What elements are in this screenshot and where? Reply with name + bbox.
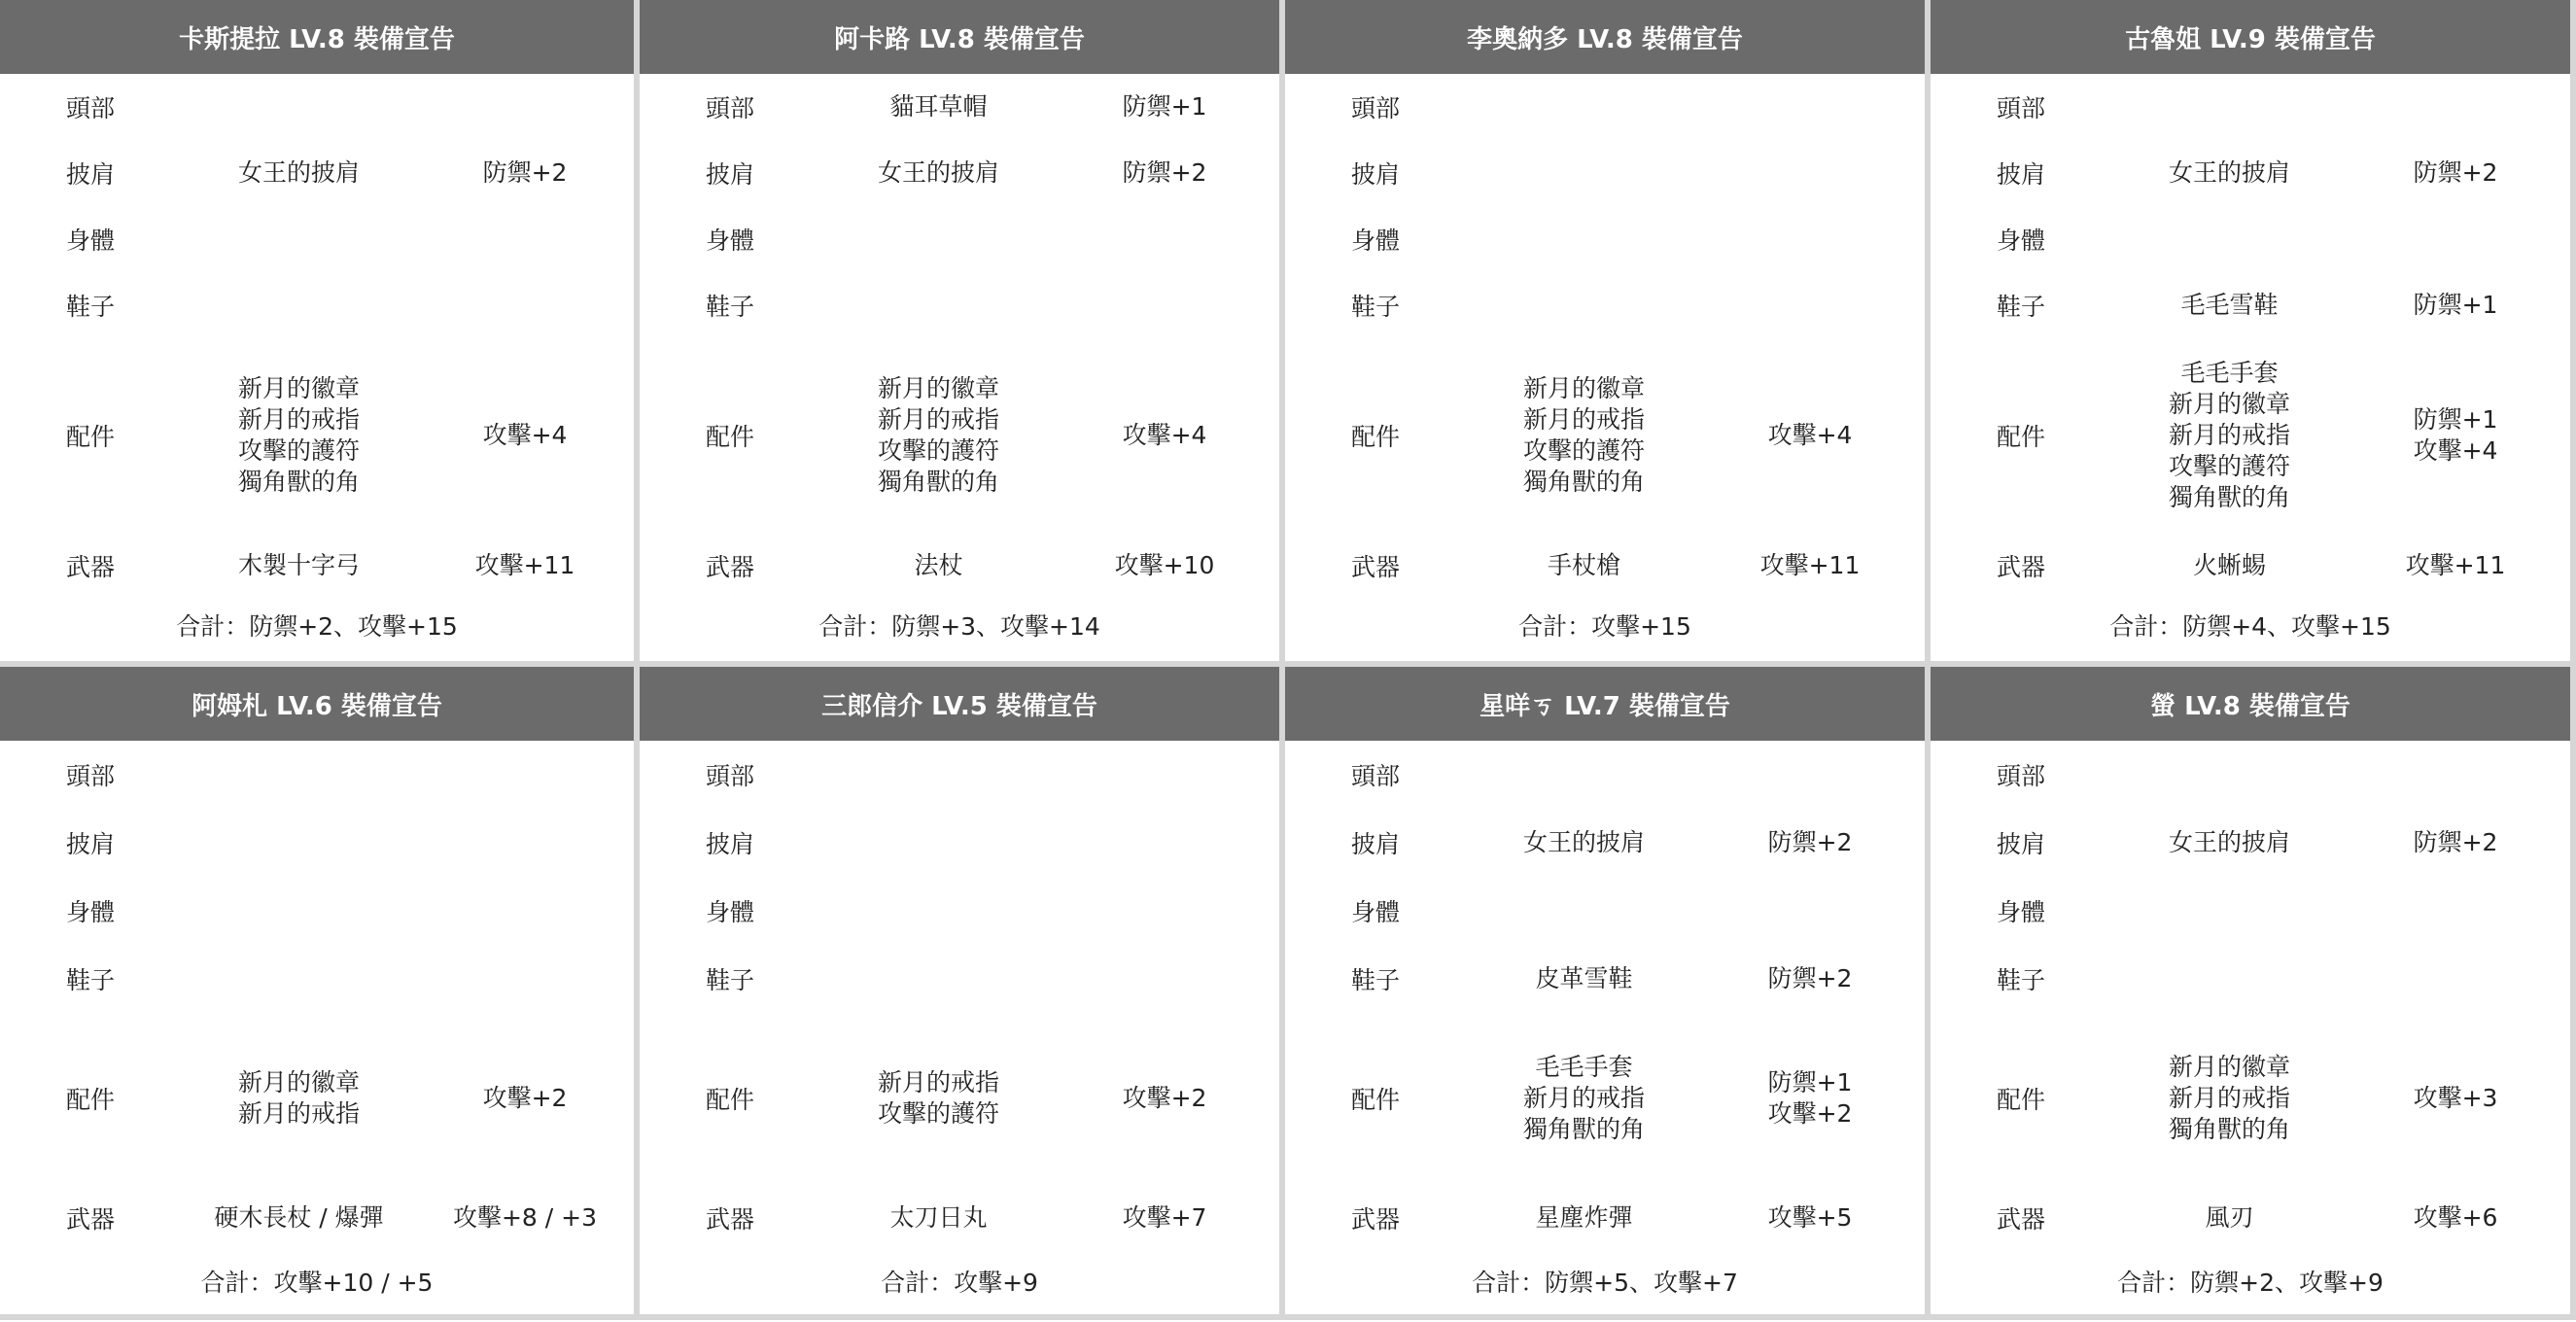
item-name: 女王的披肩 bbox=[2168, 158, 2290, 187]
slot-label: 鞋子 bbox=[706, 966, 755, 994]
bonus-list bbox=[2349, 157, 2562, 189]
slot-label: 身體 bbox=[1351, 226, 1401, 255]
item-list bbox=[2110, 290, 2349, 321]
equipment-row bbox=[0, 1013, 634, 1184]
slot-label: 鞋子 bbox=[66, 966, 116, 994]
item-name: 皮革雪鞋 bbox=[1535, 964, 1633, 992]
item-name: 硬木長杖 / 爆彈 bbox=[214, 1203, 384, 1232]
item-name: 獨角獸的角 bbox=[1522, 1115, 1645, 1143]
equipment-row bbox=[1285, 741, 1925, 809]
equipment-row bbox=[1931, 741, 2570, 809]
slot-label: 頭部 bbox=[1351, 762, 1401, 790]
bonus-value: 攻擊+11 bbox=[474, 551, 575, 579]
equipment-row bbox=[640, 945, 1279, 1013]
item-name: 新月的徽章 bbox=[2168, 1053, 2290, 1081]
item-list bbox=[1465, 963, 1703, 994]
equipment-row bbox=[1931, 877, 2570, 945]
panel-total: 合計：防禦+5、攻擊+7 bbox=[1472, 1269, 1738, 1297]
slot-label: 頭部 bbox=[1997, 762, 2046, 790]
bonus-list bbox=[1058, 1083, 1271, 1114]
bonus-list bbox=[1058, 550, 1271, 581]
equipment-row bbox=[1931, 945, 2570, 1013]
bonus-list bbox=[1058, 420, 1271, 451]
item-name: 新月的戒指 bbox=[877, 1068, 999, 1096]
item-list bbox=[2110, 550, 2349, 581]
item-list bbox=[1465, 550, 1703, 581]
item-list bbox=[2110, 1052, 2349, 1145]
item-name: 獨角獸的角 bbox=[237, 468, 360, 496]
slot-label: 披肩 bbox=[66, 160, 116, 189]
slot-label: 武器 bbox=[1351, 1205, 1401, 1234]
bonus-list bbox=[1703, 827, 1917, 858]
item-list bbox=[1465, 1052, 1703, 1145]
bonus-value: 防禦+1 bbox=[2413, 405, 2498, 434]
equipment-panel bbox=[0, 667, 634, 1320]
panel-title: 古魯姐 LV.9 裝備宣告 bbox=[1931, 0, 2570, 74]
slot-label: 武器 bbox=[1997, 553, 2046, 581]
item-list bbox=[819, 1067, 1058, 1130]
panel-total: 合計：防禦+3、攻擊+14 bbox=[818, 612, 1100, 641]
equipment-row bbox=[0, 74, 634, 140]
equipment-row bbox=[0, 741, 634, 809]
item-list bbox=[819, 1202, 1058, 1234]
item-list bbox=[819, 157, 1058, 189]
item-name: 新月的戒指 bbox=[877, 405, 999, 434]
equipment-row bbox=[640, 206, 1279, 272]
equipment-panel bbox=[640, 0, 1279, 661]
equipment-row bbox=[0, 272, 634, 338]
item-name: 攻擊的護符 bbox=[237, 436, 360, 465]
bonus-value: 攻擊+6 bbox=[2413, 1203, 2498, 1232]
panel-total: 合計：防禦+4、攻擊+15 bbox=[2109, 612, 2391, 641]
slot-label: 配件 bbox=[706, 423, 755, 451]
item-name: 毛毛手套 bbox=[1535, 1053, 1633, 1081]
slot-label: 配件 bbox=[1351, 1086, 1401, 1114]
slot-label: 頭部 bbox=[1997, 94, 2046, 122]
equipment-row bbox=[1931, 338, 2570, 533]
item-name: 新月的徽章 bbox=[237, 374, 360, 402]
slot-label: 身體 bbox=[66, 226, 116, 255]
panel-total: 合計：攻擊+9 bbox=[881, 1269, 1038, 1297]
panel-title: 阿卡路 LV.8 裝備宣告 bbox=[640, 0, 1279, 74]
equipment-row bbox=[640, 809, 1279, 877]
bonus-value: 攻擊+2 bbox=[1767, 1099, 1853, 1128]
equipment-row bbox=[1931, 1013, 2570, 1184]
item-name: 新月的徽章 bbox=[877, 374, 999, 402]
equipment-row bbox=[640, 74, 1279, 140]
bonus-value: 攻擊+11 bbox=[1759, 551, 1861, 579]
panel-title: 卡斯提拉 LV.8 裝備宣告 bbox=[0, 0, 634, 74]
bonus-list bbox=[1703, 1202, 1917, 1234]
slot-label: 身體 bbox=[1997, 226, 2046, 255]
item-name: 攻擊的護符 bbox=[2168, 452, 2290, 480]
bonus-list bbox=[1058, 1202, 1271, 1234]
equipment-row bbox=[1285, 945, 1925, 1013]
slot-label: 頭部 bbox=[1351, 94, 1401, 122]
item-name: 太刀日丸 bbox=[889, 1203, 988, 1232]
column-divider bbox=[634, 0, 640, 1320]
bonus-value: 攻擊+4 bbox=[2413, 436, 2498, 465]
slot-label: 武器 bbox=[1351, 553, 1401, 581]
item-list bbox=[2110, 1202, 2349, 1234]
slot-label: 武器 bbox=[66, 553, 116, 581]
slot-label: 身體 bbox=[706, 898, 755, 926]
item-name: 獨角獸的角 bbox=[2168, 1115, 2290, 1143]
item-list bbox=[819, 550, 1058, 581]
slot-label: 披肩 bbox=[1997, 830, 2046, 858]
equipment-row bbox=[640, 272, 1279, 338]
slot-label: 頭部 bbox=[706, 762, 755, 790]
bonus-value: 攻擊+2 bbox=[1122, 1084, 1207, 1112]
slot-label: 披肩 bbox=[66, 830, 116, 858]
equipment-row bbox=[0, 140, 634, 206]
equipment-row bbox=[1285, 140, 1925, 206]
bonus-list bbox=[418, 420, 632, 451]
panel-total: 合計：攻擊+15 bbox=[1518, 612, 1691, 641]
item-list bbox=[2110, 827, 2349, 858]
slot-label: 武器 bbox=[706, 553, 755, 581]
item-name: 火蜥蜴 bbox=[2192, 551, 2266, 579]
slot-label: 頭部 bbox=[706, 94, 755, 122]
item-name: 毛毛手套 bbox=[2180, 359, 2279, 387]
equipment-row bbox=[0, 533, 634, 599]
equipment-panel bbox=[1931, 667, 2570, 1320]
item-name: 新月的徽章 bbox=[2168, 390, 2290, 418]
bonus-list bbox=[1703, 1067, 1917, 1130]
item-list bbox=[180, 550, 418, 581]
bonus-list bbox=[1058, 157, 1271, 189]
item-name: 法杖 bbox=[914, 551, 963, 579]
item-name: 新月的徽章 bbox=[1522, 374, 1645, 402]
equipment-row bbox=[640, 877, 1279, 945]
equipment-row bbox=[0, 338, 634, 533]
bonus-value: 防禦+1 bbox=[1767, 1068, 1853, 1096]
bonus-value: 攻擊+2 bbox=[482, 1084, 568, 1112]
item-name: 手杖槍 bbox=[1547, 551, 1620, 579]
item-list bbox=[2110, 358, 2349, 513]
bonus-list bbox=[2349, 1083, 2562, 1114]
equipment-row bbox=[0, 1184, 634, 1252]
slot-label: 武器 bbox=[66, 1205, 116, 1234]
item-name: 攻擊的護符 bbox=[1522, 436, 1645, 465]
bonus-value: 攻擊+8 / +3 bbox=[452, 1203, 598, 1232]
equipment-panel bbox=[1931, 0, 2570, 661]
item-name: 新月的徽章 bbox=[237, 1068, 360, 1096]
equipment-panel bbox=[640, 667, 1279, 1320]
bonus-list bbox=[1703, 963, 1917, 994]
column-divider bbox=[2570, 0, 2576, 1320]
bonus-list bbox=[1703, 550, 1917, 581]
item-name: 新月的戒指 bbox=[237, 405, 360, 434]
equipment-row bbox=[1931, 74, 2570, 140]
item-name: 獨角獸的角 bbox=[2168, 483, 2290, 511]
item-name: 新月的戒指 bbox=[2168, 1084, 2290, 1112]
bonus-value: 防禦+2 bbox=[2413, 158, 2498, 187]
equipment-row bbox=[640, 741, 1279, 809]
equipment-row bbox=[1285, 809, 1925, 877]
item-name: 獨角獸的角 bbox=[1522, 468, 1645, 496]
item-name: 女王的披肩 bbox=[2168, 828, 2290, 856]
panel-title: 星咩ㄎ LV.7 裝備宣告 bbox=[1285, 667, 1925, 741]
equipment-row bbox=[1285, 1013, 1925, 1184]
slot-label: 鞋子 bbox=[1997, 966, 2046, 994]
item-name: 攻擊的護符 bbox=[877, 1099, 999, 1128]
equipment-row bbox=[1931, 272, 2570, 338]
bonus-value: 攻擊+7 bbox=[1122, 1203, 1207, 1232]
panel-total: 合計：防禦+2、攻擊+9 bbox=[2117, 1269, 2384, 1297]
slot-label: 身體 bbox=[706, 226, 755, 255]
item-list bbox=[180, 1202, 418, 1234]
slot-label: 鞋子 bbox=[1351, 966, 1401, 994]
bonus-list bbox=[418, 1083, 632, 1114]
item-name: 獨角獸的角 bbox=[877, 468, 999, 496]
item-name: 女王的披肩 bbox=[1522, 828, 1645, 856]
equipment-row bbox=[1931, 809, 2570, 877]
equipment-row bbox=[1285, 877, 1925, 945]
panel-title: 三郎信介 LV.5 裝備宣告 bbox=[640, 667, 1279, 741]
bonus-list bbox=[2349, 290, 2562, 321]
item-name: 新月的戒指 bbox=[1522, 405, 1645, 434]
column-divider bbox=[1279, 0, 1285, 1320]
equipment-row bbox=[1285, 74, 1925, 140]
bonus-list bbox=[2349, 404, 2562, 467]
slot-label: 配件 bbox=[66, 423, 116, 451]
slot-label: 鞋子 bbox=[1997, 293, 2046, 321]
panel-title: 螢 LV.8 裝備宣告 bbox=[1931, 667, 2570, 741]
panel-total: 合計：攻擊+10 / +5 bbox=[200, 1269, 434, 1297]
item-name: 女王的披肩 bbox=[237, 158, 360, 187]
equipment-panel bbox=[1285, 0, 1925, 661]
item-name: 毛毛雪鞋 bbox=[2180, 291, 2279, 319]
column-divider bbox=[1925, 0, 1931, 1320]
equipment-row bbox=[640, 1184, 1279, 1252]
equipment-row bbox=[640, 533, 1279, 599]
bonus-list bbox=[418, 1202, 632, 1234]
equipment-row bbox=[1931, 1184, 2570, 1252]
item-list bbox=[180, 157, 418, 189]
equipment-row bbox=[0, 206, 634, 272]
panel-title: 李奧納多 LV.8 裝備宣告 bbox=[1285, 0, 1925, 74]
bonus-value: 攻擊+3 bbox=[2413, 1084, 2498, 1112]
item-list bbox=[1465, 827, 1703, 858]
panel-title: 阿姆札 LV.6 裝備宣告 bbox=[0, 667, 634, 741]
item-list bbox=[819, 91, 1058, 122]
slot-label: 鞋子 bbox=[706, 293, 755, 321]
equipment-row bbox=[0, 945, 634, 1013]
bonus-value: 攻擊+4 bbox=[1767, 421, 1853, 449]
bonus-value: 防禦+2 bbox=[482, 158, 568, 187]
bottom-border bbox=[0, 1314, 2576, 1320]
bonus-list bbox=[418, 550, 632, 581]
bonus-list bbox=[418, 157, 632, 189]
slot-label: 身體 bbox=[66, 898, 116, 926]
bonus-value: 防禦+2 bbox=[2413, 828, 2498, 856]
equipment-row bbox=[0, 877, 634, 945]
equipment-row bbox=[1285, 272, 1925, 338]
item-list bbox=[1465, 373, 1703, 498]
item-list bbox=[1465, 1202, 1703, 1234]
item-name: 新月的戒指 bbox=[1522, 1084, 1645, 1112]
slot-label: 配件 bbox=[1997, 423, 2046, 451]
bonus-value: 防禦+1 bbox=[2413, 291, 2498, 319]
bonus-value: 攻擊+4 bbox=[1122, 421, 1207, 449]
slot-label: 披肩 bbox=[706, 160, 755, 189]
equipment-row bbox=[1285, 533, 1925, 599]
bonus-value: 攻擊+4 bbox=[482, 421, 568, 449]
slot-label: 披肩 bbox=[706, 830, 755, 858]
equipment-row bbox=[1931, 206, 2570, 272]
item-list bbox=[819, 373, 1058, 498]
slot-label: 武器 bbox=[706, 1205, 755, 1234]
slot-label: 披肩 bbox=[1997, 160, 2046, 189]
bonus-list bbox=[2349, 827, 2562, 858]
equipment-row bbox=[640, 1013, 1279, 1184]
slot-label: 頭部 bbox=[66, 762, 116, 790]
bonus-value: 防禦+2 bbox=[1767, 828, 1853, 856]
slot-label: 披肩 bbox=[1351, 160, 1401, 189]
item-name: 攻擊的護符 bbox=[877, 436, 999, 465]
slot-label: 武器 bbox=[1997, 1205, 2046, 1234]
slot-label: 披肩 bbox=[1351, 830, 1401, 858]
slot-label: 配件 bbox=[66, 1086, 116, 1114]
item-name: 新月的戒指 bbox=[2168, 421, 2290, 449]
slot-label: 鞋子 bbox=[66, 293, 116, 321]
equipment-row bbox=[1931, 533, 2570, 599]
item-name: 女王的披肩 bbox=[877, 158, 999, 187]
bonus-list bbox=[1058, 91, 1271, 122]
slot-label: 頭部 bbox=[66, 94, 116, 122]
equipment-row bbox=[1285, 206, 1925, 272]
panel-total: 合計：防禦+2、攻擊+15 bbox=[176, 612, 458, 641]
equipment-row bbox=[1285, 338, 1925, 533]
item-name: 新月的戒指 bbox=[237, 1099, 360, 1128]
bonus-value: 攻擊+10 bbox=[1114, 551, 1215, 579]
item-name: 星塵炸彈 bbox=[1535, 1203, 1633, 1232]
item-name: 貓耳草帽 bbox=[889, 92, 988, 121]
slot-label: 鞋子 bbox=[1351, 293, 1401, 321]
item-list bbox=[180, 1067, 418, 1130]
bonus-list bbox=[1703, 420, 1917, 451]
item-name: 木製十字弓 bbox=[237, 551, 360, 579]
bonus-value: 防禦+2 bbox=[1122, 158, 1207, 187]
row-divider bbox=[0, 661, 2576, 667]
bonus-value: 攻擊+5 bbox=[1767, 1203, 1853, 1232]
bonus-value: 攻擊+11 bbox=[2405, 551, 2506, 579]
slot-label: 配件 bbox=[1351, 423, 1401, 451]
slot-label: 身體 bbox=[1997, 898, 2046, 926]
equipment-panel bbox=[1285, 667, 1925, 1320]
item-list bbox=[180, 373, 418, 498]
equipment-panel bbox=[0, 0, 634, 661]
equipment-row bbox=[640, 140, 1279, 206]
bonus-list bbox=[2349, 550, 2562, 581]
slot-label: 配件 bbox=[1997, 1086, 2046, 1114]
bonus-value: 防禦+1 bbox=[1122, 92, 1207, 121]
slot-label: 配件 bbox=[706, 1086, 755, 1114]
slot-label: 身體 bbox=[1351, 898, 1401, 926]
bonus-list bbox=[2349, 1202, 2562, 1234]
bonus-value: 防禦+2 bbox=[1767, 964, 1853, 992]
equipment-row bbox=[1931, 140, 2570, 206]
item-list bbox=[2110, 157, 2349, 189]
item-name: 風刃 bbox=[2205, 1203, 2254, 1232]
equipment-row bbox=[1285, 1184, 1925, 1252]
equipment-row bbox=[0, 809, 634, 877]
equipment-row bbox=[640, 338, 1279, 533]
